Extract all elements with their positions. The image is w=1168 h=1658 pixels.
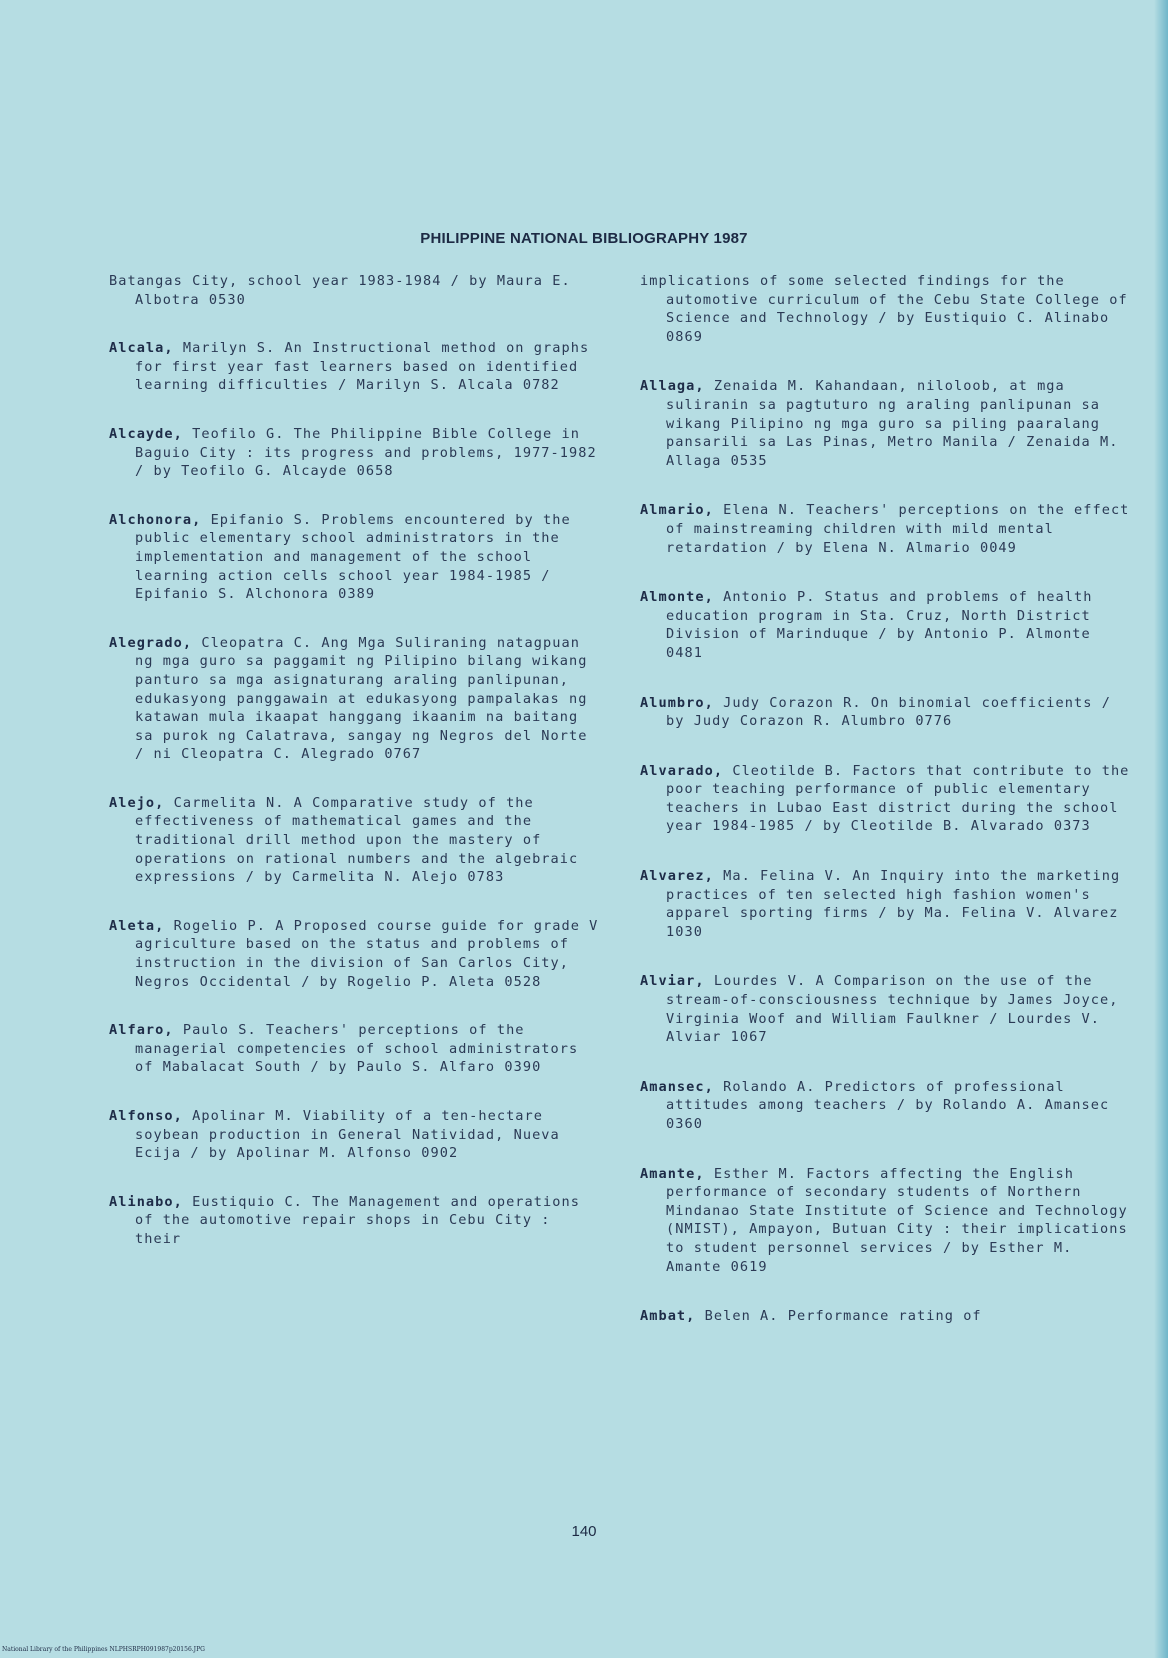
page-number: 140 [571,1523,597,1540]
list-item: Aleta, Rogelio P. A Proposed course guide for grade V agriculture based on the status and problems of instruction in the division of San Carlos City, Negros Occidental / by Rogelio P. Aleta 0528 [109,917,599,990]
list-item: Amansec, Rolando A. Predictors of professional attitudes among teachers / by Rolando A. Amansec 0360 [640,1078,1110,1132]
list-item: Alvarado, Cleotilde B. Factors that contribute to the poor teaching performance of public elementary teachers in Lubao East district during the school year 1984-1985 / by Cleotilde B. Alvarado 0373 [640,762,1130,835]
list-item: Alinabo, Eustiquio C. The Management and operations of the automotive repair shops in Cebu City : their [109,1193,580,1247]
list-item: Amante, Esther M. Factors affecting the English performance of secondary students of Northern Mindanao State Institute of Science and Technology (NMIST), Ampayon, Butuan City : their implications to student personnel services / by Esther M. Amante 0619 [640,1165,1128,1275]
left-column [109,272,599,1279]
list-item: Batangas City, school year 1983-1984 / by Maura E. Albotra 0530 [109,273,571,308]
list-item: Ambat, Belen A. Performance rating of [640,1308,982,1325]
list-item: Alcala, Marilyn S. An Instructional method on graphs for first year fast learners based on identified learning difficulties / Marilyn S. Alcala 0782 [109,340,590,394]
list-item: Alumbro, Judy Corazon R. On binomial coefficients / by Judy Corazon R. Alumbro 0776 [640,694,1111,730]
list-item: Almonte, Antonio P. Status and problems of health education program in Sta. Cruz, North District Division of Marinduque / by Antonio P. Almonte 0481 [640,589,1093,661]
scan-credit: National Library of the Philippines NLPHSRPH091987p20156.JPG [2,1646,205,1653]
list-item: Alejo, Carmelita N. A Comparative study of the effectiveness of mathematical games and the traditional drill method upon the mastery of operations on rational numbers and the algebraic expressions / by Carmelita N. Alejo 0783 [109,794,579,886]
page-title: PHILIPPINE NATIONAL BIBLIOGRAPHY 1987 [420,230,748,247]
list-item: implications of some selected findings for the automotive curriculum of the Cebu State College of Science and Technology / by Eustiquio C. Alinabo 0869 [640,273,1128,345]
list-item: Alchonora, Epifanio S. Problems encountered by the public elementary school administrators in the implementation and management of the school learning action cells school year 1984-1985 / Epifanio S. Alchonora 0389 [109,511,571,603]
page-edge [1154,0,1168,1658]
list-item: Alfaro, Paulo S. Teachers' perceptions of the managerial competencies of school administrators of Mabalacat South / by Paulo S. Alfaro 0390 [109,1022,579,1076]
list-item: Alfonso, Apolinar M. Viability of a ten-hectare soybean production in General Natividad, Nueva Ecija / by Apolinar M. Alfonso 0902 [109,1108,560,1162]
right-column [640,272,1130,1357]
list-item: Alegrado, Cleopatra C. Ang Mga Suliraning natagpuan ng mga guro sa paggamit ng Pilipino bilang wikang panturo sa mga asignaturang araling panlipunan, edukasyong panggawain at edukasyong pampalakas ng katawan mula ikaapat hanggang ikaanim na baitang sa purok ng Calatrava, sangay ng Negros del Norte / ni Cleopatra C. Alegrado 0767 [109,634,588,763]
list-item: Almario, Elena N. Teachers' perceptions on the effect of mainstreaming children with mild mental retardation / by Elena N. Almario 0049 [640,502,1130,556]
list-item: Allaga, Zenaida M. Kahandaan, niloloob, at mga suliranin sa pagtuturo ng araling panlipunan sa wikang Pilipino ng mga guro sa piling paaralang pansarili sa Las Pinas, Metro Manila / Zenaida M. Allaga 0535 [640,378,1119,469]
list-item: Alvarez, Ma. Felina V. An Inquiry into the marketing practices of ten selected high fashion women's apparel sporting firms / by Ma. Felina V. Alvarez 1030 [640,868,1121,940]
list-item: Alcayde, Teofilo G. The Philippine Bible College in Baguio City : its progress and problems, 1977-1982 / by Teofilo G. Alcayde 0658 [109,425,597,480]
list-item: Alviar, Lourdes V. A Comparison on the use of the stream-of-consciousness technique by James Joyce, Virginia Woof and William Faulkner / Lourdes V. Alviar 1067 [640,973,1119,1046]
